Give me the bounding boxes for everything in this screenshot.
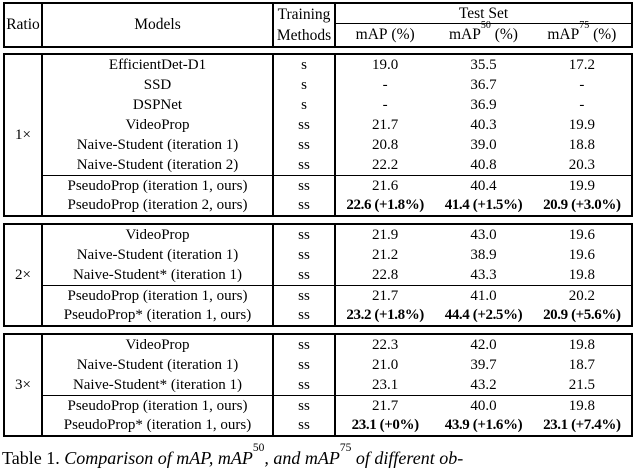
model-name: Naive-Student* (iteration 1) — [43, 265, 274, 285]
map-value: 21.2 — [372, 247, 399, 263]
model-name: PseudoProp* (iteration 1, ours) — [43, 305, 274, 325]
model-name: PseudoProp (iteration 1, ours) — [43, 176, 274, 195]
model-name: PseudoProp (iteration 1, ours) — [43, 396, 274, 415]
model-name: DSPNet — [43, 95, 274, 115]
map-value: 22.8 — [372, 267, 399, 283]
block-rows — [43, 335, 631, 435]
map50-value: 36.7 — [470, 77, 497, 93]
header-ratio: Ratio — [5, 4, 43, 46]
caption-text-1: Comparison of mAP, mAP — [59, 448, 253, 468]
model-name: Naive-Student (iteration 2) — [43, 155, 274, 175]
map-value: 23.1 (+0%) — [351, 417, 419, 433]
ratio-block-1x — [3, 53, 633, 217]
map75-unit: (%) — [589, 26, 617, 43]
header-training-line1: Training — [277, 6, 331, 23]
map-value: 21.7 — [372, 117, 399, 133]
table-row — [43, 375, 631, 395]
map75-value: 17.2 — [568, 57, 595, 73]
training-method: ss — [274, 155, 336, 175]
ratio-block-2x — [3, 223, 633, 327]
map75-value: 18.7 — [568, 357, 595, 373]
table-row — [43, 115, 631, 135]
map50-value: 43.3 — [470, 267, 497, 283]
map-value: - — [382, 77, 388, 93]
ratio-block-3x — [3, 333, 633, 437]
training-method: ss — [274, 135, 336, 155]
header-training-line2: Methods — [276, 27, 332, 44]
map-value: 19.0 — [372, 57, 399, 73]
map75-base: mAP — [547, 26, 580, 43]
model-name: Naive-Student (iteration 1) — [43, 355, 274, 375]
map75-value: 19.9 — [568, 117, 595, 133]
training-method: ss — [274, 335, 336, 355]
map50-value: 39.7 — [470, 357, 497, 373]
header-map-columns — [336, 20, 631, 46]
map50-unit: (%) — [490, 26, 518, 43]
training-method: ss — [274, 355, 336, 375]
map50-value: 43.2 — [470, 377, 497, 393]
header-map — [336, 24, 434, 46]
caption-sup-75: 75 — [339, 442, 352, 454]
map-value: 21.7 — [372, 288, 399, 304]
training-method: s — [274, 55, 336, 75]
map-value: 21.6 — [372, 178, 399, 194]
table-row — [43, 175, 631, 195]
training-method: ss — [274, 415, 336, 435]
table-row — [43, 415, 631, 435]
map50-value: 42.0 — [470, 337, 497, 353]
map75-value: 19.6 — [568, 227, 595, 243]
map-value: 22.2 — [372, 157, 399, 173]
training-method: ss — [274, 375, 336, 395]
table-row — [43, 135, 631, 155]
map50-value: 40.3 — [470, 117, 497, 133]
header-test-set: Test Set — [336, 4, 631, 24]
table-row — [43, 225, 631, 245]
map-value: 22.6 (+1.8%) — [346, 197, 424, 213]
map75-value: 20.3 — [568, 157, 595, 173]
map50-base: mAP — [448, 26, 481, 43]
map-value: 23.1 — [372, 377, 399, 393]
map-value: - — [382, 97, 388, 113]
training-method: s — [274, 75, 336, 95]
model-name: VideoProp — [43, 115, 274, 135]
header-test-set-group — [336, 4, 631, 46]
model-name: EfficientDet-D1 — [43, 55, 274, 75]
map75-value: 23.1 (+7.4%) — [543, 417, 621, 433]
model-name: SSD — [43, 75, 274, 95]
model-name: Naive-Student* (iteration 1) — [43, 375, 274, 395]
map50-value: 41.4 (+1.5%) — [444, 197, 523, 213]
map75-value: 18.8 — [568, 137, 595, 153]
map50-value: 40.0 — [470, 398, 497, 414]
table-row — [43, 155, 631, 175]
map-value: 23.2 (+1.8%) — [346, 307, 424, 323]
ratio-label: 1× — [5, 55, 43, 215]
ratio-label: 3× — [5, 335, 43, 435]
map50-value: 36.9 — [470, 97, 497, 113]
map75-value: 20.2 — [568, 288, 595, 304]
model-name: VideoProp — [43, 335, 274, 355]
map75-value: 19.8 — [568, 398, 595, 414]
training-method: ss — [274, 176, 336, 195]
training-method: ss — [274, 195, 336, 215]
map75-value: 19.9 — [568, 178, 595, 194]
map50-value: 35.5 — [470, 57, 497, 73]
model-name: VideoProp — [43, 225, 274, 245]
map50-value: 40.4 — [470, 178, 497, 194]
map-value: 21.9 — [372, 227, 399, 243]
training-method: ss — [274, 225, 336, 245]
table-row — [43, 395, 631, 415]
table-row — [43, 335, 631, 355]
table-header — [3, 2, 633, 48]
map50-value: 44.4 (+2.5%) — [444, 307, 523, 323]
map75-sup: 75 — [579, 20, 590, 32]
training-method: ss — [274, 305, 336, 325]
map-value: 21.7 — [372, 398, 399, 414]
map75-value: 19.8 — [568, 337, 595, 353]
map50-sup: 50 — [480, 20, 491, 32]
map-value: 20.8 — [372, 137, 399, 153]
training-method: ss — [274, 286, 336, 305]
map75-value: 19.8 — [568, 267, 595, 283]
table-row — [43, 95, 631, 115]
header-map50 — [434, 20, 532, 46]
table-row — [43, 245, 631, 265]
table-row — [43, 355, 631, 375]
table-row — [43, 285, 631, 305]
model-name: PseudoProp (iteration 2, ours) — [43, 195, 274, 215]
table-row — [43, 195, 631, 215]
table-row — [43, 305, 631, 325]
map50-value: 38.9 — [470, 247, 497, 263]
map-value: 21.0 — [372, 357, 399, 373]
table-row — [43, 75, 631, 95]
caption-label: Table 1. — [2, 448, 60, 468]
header-models: Models — [43, 4, 274, 46]
map75-value: 19.6 — [568, 247, 595, 263]
results-table — [3, 2, 633, 437]
caption-sup-50: 50 — [252, 442, 265, 454]
header-map75 — [533, 20, 631, 46]
block-rows — [43, 55, 631, 215]
training-method: s — [274, 95, 336, 115]
table-caption — [2, 442, 464, 469]
model-name: Naive-Student (iteration 1) — [43, 245, 274, 265]
training-method: ss — [274, 245, 336, 265]
map50-value: 39.0 — [470, 137, 497, 153]
caption-text-3: of different ob- — [351, 448, 464, 468]
ratio-label: 2× — [5, 225, 43, 325]
training-method: ss — [274, 396, 336, 415]
model-name: PseudoProp* (iteration 1, ours) — [43, 415, 274, 435]
caption-text-2: , and mAP — [264, 448, 340, 468]
block-rows — [43, 225, 631, 325]
map-value: 22.3 — [372, 337, 399, 353]
map-unit: (%) — [387, 26, 415, 43]
header-training-methods — [274, 4, 336, 46]
map75-value: - — [579, 97, 585, 113]
map50-value: 43.0 — [470, 227, 497, 243]
map50-value: 41.0 — [470, 288, 497, 304]
table-row — [43, 265, 631, 285]
map75-value: 20.9 (+5.6%) — [543, 307, 621, 323]
map50-value: 43.9 (+1.6%) — [444, 417, 523, 433]
map75-value: 21.5 — [568, 377, 595, 393]
model-name: PseudoProp (iteration 1, ours) — [43, 286, 274, 305]
training-method: ss — [274, 115, 336, 135]
map75-value: - — [579, 77, 585, 93]
map75-value: 20.9 (+3.0%) — [543, 197, 621, 213]
map50-value: 40.8 — [470, 157, 497, 173]
table-row — [43, 55, 631, 75]
map-base: mAP — [355, 26, 388, 43]
training-method: ss — [274, 265, 336, 285]
model-name: Naive-Student (iteration 1) — [43, 135, 274, 155]
